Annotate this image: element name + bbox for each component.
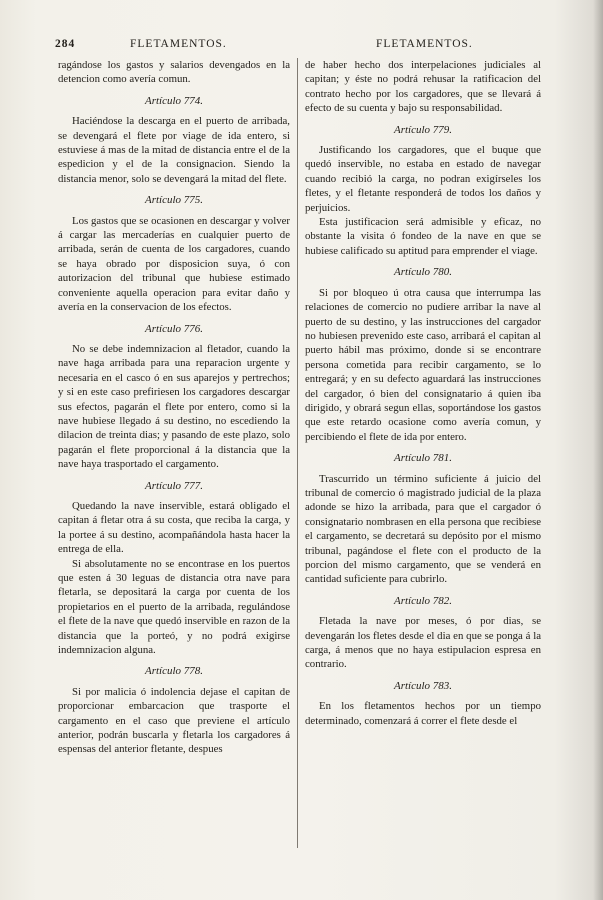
- right-column: [305, 58, 541, 728]
- article-heading-781: Artículo 781.: [393, 452, 453, 465]
- page-number: 284: [55, 38, 76, 50]
- page-header: [55, 38, 548, 54]
- article-heading-780: Artículo 780.: [393, 266, 453, 279]
- article-780-text: Si por bloqueo ú otra causa que interrumpa las relaciones de comercio no pudiere arribar la nave al puerto de su destino, y las instrucciones del cargador no hubiesen prevenido este caso, arribará el capitan al puerto hábil mas próximo, donde si se encontrare persona cometida para recibir cargamento, se lo entregará; y en su defecto aguardará las instrucciones del cargador, ó bien del consignatario á quien iba dirigido, y obrará segun ellas, soportándose los gastos que este retardo ocasione como avería comun, y percibiendo el flete de ida por entero.: [305, 286, 541, 443]
- article-783-text: En los fletamentos hechos por un tiempo determinado, comenzará á correr el flete desde el: [305, 700, 541, 727]
- article-heading-782: Artículo 782.: [393, 594, 453, 607]
- column-divider: [297, 58, 298, 848]
- article-heading-779: Artículo 779.: [393, 123, 453, 136]
- article-774-text: Haciéndose la descarga en el puerto de arribada, se devengará el flete por viage de ida entero, si estuviese á mas de la mitad de distancia entre el de la espedicion y el de la consignacion. Siendo la distancia menor, solo se devengará la mitad del flete.: [58, 115, 290, 185]
- article-heading-778: Artículo 778.: [144, 665, 204, 678]
- page-edge-shadow: [593, 0, 603, 900]
- article-777-text-a: Quedando la nave inservible, estará obligado el capitan á fletar otra á su costa, que reciba la carga, y la portee á su destino, acompañándola hasta hacer la entrega de ella.: [58, 499, 290, 556]
- article-781-text: Trascurrido un término suficiente á juicio del tribunal de comercio ó magistrado judicial de la plaza adonde se hizo la arribada, para que el cargador ó consignatario nombrasen en ella persona que recibiese el cargamento, se decretará su depósito por el mismo tribunal, pagándose el flete con el producto de la porcion del mismo cargamento, que se venderá en cantidad suficiente para cubrirlo.: [305, 472, 541, 586]
- running-title-right: FLETAMENTOS.: [376, 38, 473, 50]
- article-779-text-a: Justificando los cargadores, que el buque que quedó inservible, no estaba en estado de navegar cuando recibió la carga, no podran exigírseles los fletes, y el fletante responderá de todos los daños y perjuicios.: [305, 144, 541, 214]
- article-heading-776: Artículo 776.: [144, 322, 204, 335]
- article-775-text: Los gastos que se ocasionen en descargar y volver á cargar las mercaderías en cualquier puerto de arribada, serán de cuenta de los cargadores, cuando se haya obrado por disposicion suya, ó con autorizacion del tribunal que hubiese estimado conveniente aquella operacion para evitar daño y avería en la conservacion de los efectos.: [58, 214, 290, 314]
- running-title-left: FLETAMENTOS.: [130, 38, 227, 50]
- left-column: [58, 58, 290, 757]
- article-782-text: Fletada la nave por meses, ó por dias, se devengarán los fletes desde el dia en que se ponga á la carga, á menos que no haya estipulacion espresa en contrario.: [305, 615, 541, 671]
- article-heading-777: Artículo 777.: [144, 479, 204, 492]
- article-778-text: Si por malicia ó indolencia dejase el capitan de proporcionar embarcacion que trasporte el cargamento en el caso que previene el artículo anterior, podrán buscarla y fletarla los cargadores á espensas del anterior fletante, despues: [58, 685, 290, 756]
- paragraph-continuation: ragándose los gastos y salarios devengados en la detencion como avería comun.: [58, 59, 290, 86]
- paragraph-continuation: de haber hecho dos interpelaciones judiciales al capitan; y éste no podrá rehusar la ratificacion del contrato hecho por los cargadores, que se llevará á efecto de su cuenta y bajo su responsabilidad.: [305, 59, 541, 115]
- article-heading-783: Artículo 783.: [393, 679, 453, 692]
- article-heading-774: Artículo 774.: [144, 94, 204, 107]
- article-heading-775: Artículo 775.: [144, 194, 204, 207]
- article-777-text-b: Si absolutamente no se encontrase en los puertos que esten á 30 leguas de distancia otra nave para fletarla, se depositará la carga por cuenta de los propietarios en el puerto de la arribada, regulándose el flete de la nave que quedó inservible en razon de la distancia que la porteó, y no podrá exigirse indemnizacion alguna.: [58, 557, 290, 657]
- article-776-text: No se debe indemnizacion al fletador, cuando la nave haga arribada para una reparacion urgente y necesaria en el casco ó en sus aparejos y pertrechos; y si en este caso prefiriesen los cargadores descargar sus efectos, pagarán el flete por entero, como si la nave hubiese llegado á su destino, no escediendo la dilacion de treinta dias; y pasando de este plazo, solo pagarán el flete proporcional á la distancia que la nave haya trasportado el cargamento.: [58, 342, 290, 471]
- article-779-text-b: Esta justificacion será admisible y eficaz, no obstante la visita ó fondeo de la nave en que se hubiese calificado su aptitud para emprender el viage.: [305, 216, 541, 257]
